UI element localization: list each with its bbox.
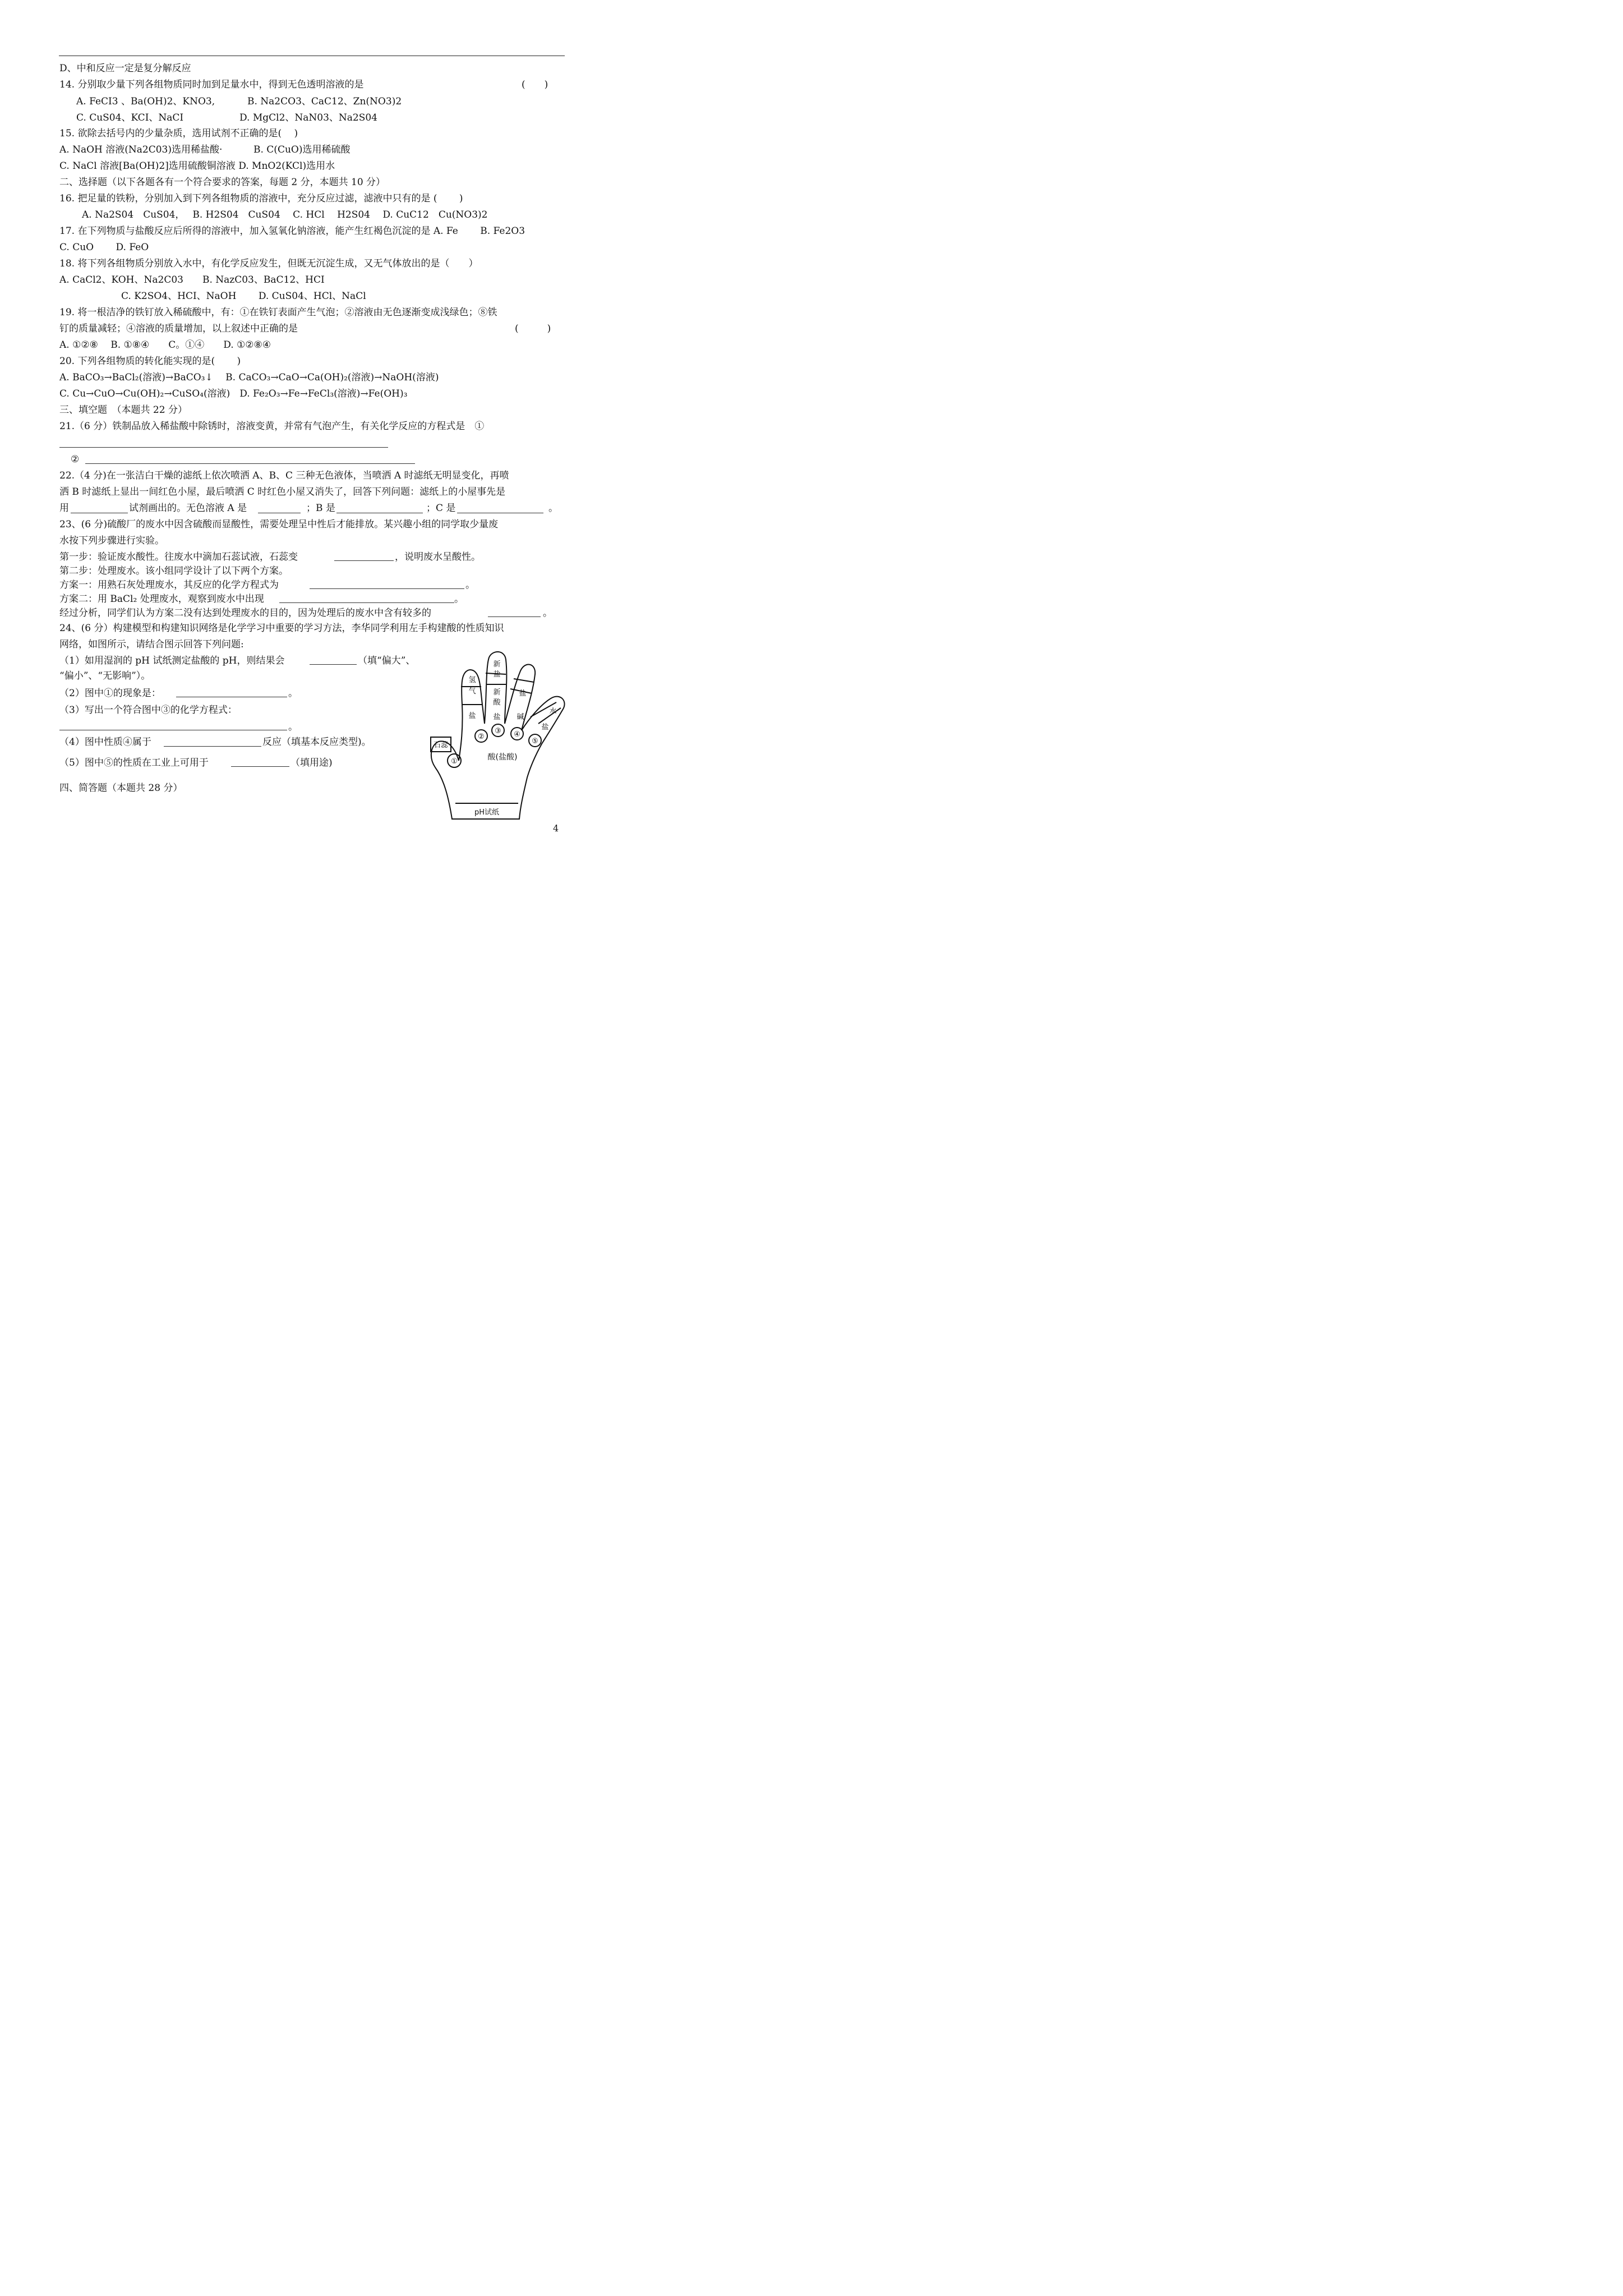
answer-blank-24-1 [310,664,357,665]
hand-middle-label-2: 盐 [493,670,501,679]
question-20: 20. 下列各组物质的转化能实现的是( ) [59,356,241,367]
q15-option-b: B. C(CuO)选用稀硫酸 [253,144,351,155]
question-15: 15. 欲除去括号内的少量杂质，选用试剂不正确的是( ) [59,128,298,139]
question-21: 21.（6 分）铁制品放入稀盐酸中除锈时，溶液变黄，并常有气泡产生，有关化学反应的方程式是 ① [59,421,485,432]
hand-circle-5: ⑤ [532,737,538,746]
q23-plan-2: 方案二：用 BaCl₂ 处理废水，观察到废水中出现 [59,593,264,605]
hand-ring-label-1: 盐 [519,689,527,698]
line-option-d: D、中和反应一定是复分解反应 [59,63,191,74]
answer-blank-23-equation [310,588,464,589]
question-16: 16. 把足量的铁粉，分别加入到下列各组物质的溶液中，充分反应过滤，滤液中只有的是 ( ) [59,193,463,204]
hand-index-label-1: 氢 [468,676,476,684]
q18-options-ab: A. CaCl2、KOH、Na2C03 B. NazC03、BaC12、HCI [59,274,325,286]
answer-blank-23-observation [279,602,454,603]
hand-little-label-2: 盐 [541,723,549,731]
q23-step-1: 第一步：验证废水酸性。往废水中滴加石蕊试液，石蕊变 [59,551,298,563]
q24-part-5-end: （填用途) [291,757,333,769]
q19-options: A. ①②⑧ B. ①⑧④ C。①④ D. ①②⑧④ [59,339,271,351]
question-19-cont: 钉的质量减轻；④溶液的质量增加，以上叙述中正确的是 [59,323,298,334]
q17-options: C. CuO D. FeO [59,242,149,253]
q24-part-1: （1）如用湿润的 pH 试纸测定盐酸的 pH，则结果会 [59,655,285,666]
section-4-heading: 四、简答题（本题共 28 分） [59,783,183,794]
q23-plan-1-end: 。 [465,579,475,591]
hand-thumb-label: 石蕊 [433,741,449,749]
q14-option-b: B. Na2CO3、CaC12、Zn(NO3)2 [247,96,402,107]
answer-blank-24-5 [231,766,289,767]
q20-options-cd: C. Cu→CuO→Cu(OH)₂→CuSO₄(溶液) D. Fe₂O₃→Fe→FeCl₃(溶液)→Fe(OH)₃ [59,388,408,399]
q22-text-a: 试剂画出的。无色溶液 A 是 [129,503,247,514]
hand-circle-3: ③ [495,727,501,735]
answer-bracket-14: ( ) [522,79,548,90]
hand-palm-label: 酸(盐酸) [487,753,518,762]
question-14: 14. 分别取少量下列各组物质同时加到足量水中，得到无色透明溶液的是 [59,79,364,90]
hand-circle-2: ② [478,733,485,741]
hand-little-label-1: 水 [549,707,557,716]
q24-part-1-cont: “偏小”、“无影响”）。 [59,670,151,682]
q20-options-ab: A. BaCO₃→BaCl₂(溶液)→BaCO₃↓ B. CaCO₃→CaO→Ca(OH)₂(溶液)→NaOH(溶液) [59,372,439,383]
page-number: 4 [553,823,559,834]
q21-marker-2: ② [71,454,80,465]
q24-part-3: （3）写出一个符合图中③的化学方程式： [59,705,237,716]
q24-part-2: （2）图中①的现象是： [59,688,161,699]
q14-option-c: C. CuS04、KCI、NaCI [76,112,184,123]
section-2-heading: 二、选择题（以下各题各有一个符合要求的答案，每题 2 分，本题共 10 分） [59,177,386,188]
q24-part-2-end: 。 [288,688,298,699]
question-24: 24、(6 分）构建模型和构建知识网络是化学学习中重要的学习方法，李华同学利用左手构建酸的性质知识 [59,623,504,634]
question-22: 22.（4 分)在一张洁白干燥的滤纸上依次喷洒 A、B、C 三种无色液体，当喷洒 A 时滤纸无明显变化，再喷 [59,470,509,481]
hand-index-label-3: 盐 [468,712,476,720]
q14-option-a: A. FeCI3 、Ba(OH)2、KNO3, [76,96,215,107]
q16-options: A. Na2S04 CuS04， B. H2S04 CuS04 C. HCl H2S04 D. CuC12 Cu(NO3)2 [82,209,488,220]
q23-step-1-end: ，说明废水呈酸性。 [395,551,481,563]
q14-option-d: D. MgCl2、NaN03、Na2S04 [239,112,378,123]
question-17: 17. 在下列物质与盐酸反应后所得的溶液中，加入氢氧化钠溶液，能产生红褐色沉淀的是 A. Fe B. Fe2O3 [59,226,525,237]
q15-option-a: A. NaOH 溶液(Na2C03)选用稀盐酸· [59,144,223,155]
hand-middle-label-1: 新 [493,660,501,669]
q24-part-3-end: 。 [288,721,298,733]
q24-part-1-hint: （填“偏大”、 [358,655,416,666]
hand-circle-1: ① [451,757,458,766]
hand-ring-label-2: 碱 [517,713,524,721]
q24-part-4-end: 反应（填基本反应类型)。 [262,737,371,748]
question-24-cont: 网络，如图所示，请结合图示回答下列问题: [59,639,244,650]
q22-end-mark: 。 [548,503,558,514]
answer-blank-23-color [334,560,394,561]
answer-blank-21-2 [85,463,415,464]
question-19: 19. 将一根洁净的铁钉放入稀硫酸中，有：①在铁钉表面产生气泡；②溶液由无色逐渐变成浅绿色；⑧铁 [59,307,497,318]
hand-circle-4: ④ [514,730,520,739]
answer-blank-21-1 [59,447,388,448]
q22-text-yong: 用 [59,503,69,514]
q15-options-cd: C. NaCl 溶液[Ba(OH)2]选用硫酸铜溶液 D. MnO2(KCl)选用水 [59,160,335,172]
hand-diagram [426,651,578,830]
q24-part-5: （5）图中⑤的性质在工业上可用于 [59,757,209,769]
q22-text-b: ；B 是 [306,503,335,514]
q24-part-4: （4）图中性质④属于 [59,737,151,748]
hand-index-label-2: 气 [468,687,476,696]
q23-step-2: 第二步：处理废水。该小组同学设计了以下两个方案。 [59,565,288,577]
q18-options-cd: C. K2SO4、HCI、NaOH D. CuS04、HCl、NaCl [121,291,366,302]
q23-analysis: 经过分析，同学们认为方案二没有达到处理废水的目的，因为处理后的废水中含有较多的 [59,608,431,619]
question-18: 18. 将下列各组物质分别放入水中，有化学反应发生，但既无沉淀生成，又无气体放出的是（ ） [59,258,478,269]
question-23-cont: 水按下列步骤进行实验。 [59,535,164,546]
hand-wrist-label: pH试纸 [474,808,500,817]
question-23: 23、(6 分)硫酸厂的废水中因含硫酸而显酸性，需要处理呈中性后才能排放。某兴趣小组的同学取少量废 [59,519,499,530]
answer-blank-23-ion [488,616,541,617]
section-3-heading: 三、填空题 （本题共 22 分） [59,404,187,416]
answer-bracket-19: ( ) [515,323,551,334]
q22-text-c: ；C 是 [426,503,456,514]
q23-plan-2-end: 。 [454,593,464,605]
question-22-cont: 洒 B 时滤纸上显出一间红色小屋，最后喷洒 C 时红色小屋又消失了，回答下列问题：滤纸上的小屋事先是 [59,486,506,498]
q23-analysis-end: 。 [543,608,552,619]
hand-middle-label-5: 盐 [493,713,501,721]
hand-middle-label-3: 新 [493,688,501,697]
answer-blank-24-4 [164,746,261,747]
hand-middle-label-4: 酸 [493,698,501,707]
q23-plan-1: 方案一：用熟石灰处理废水，其反应的化学方程式为 [59,579,279,591]
